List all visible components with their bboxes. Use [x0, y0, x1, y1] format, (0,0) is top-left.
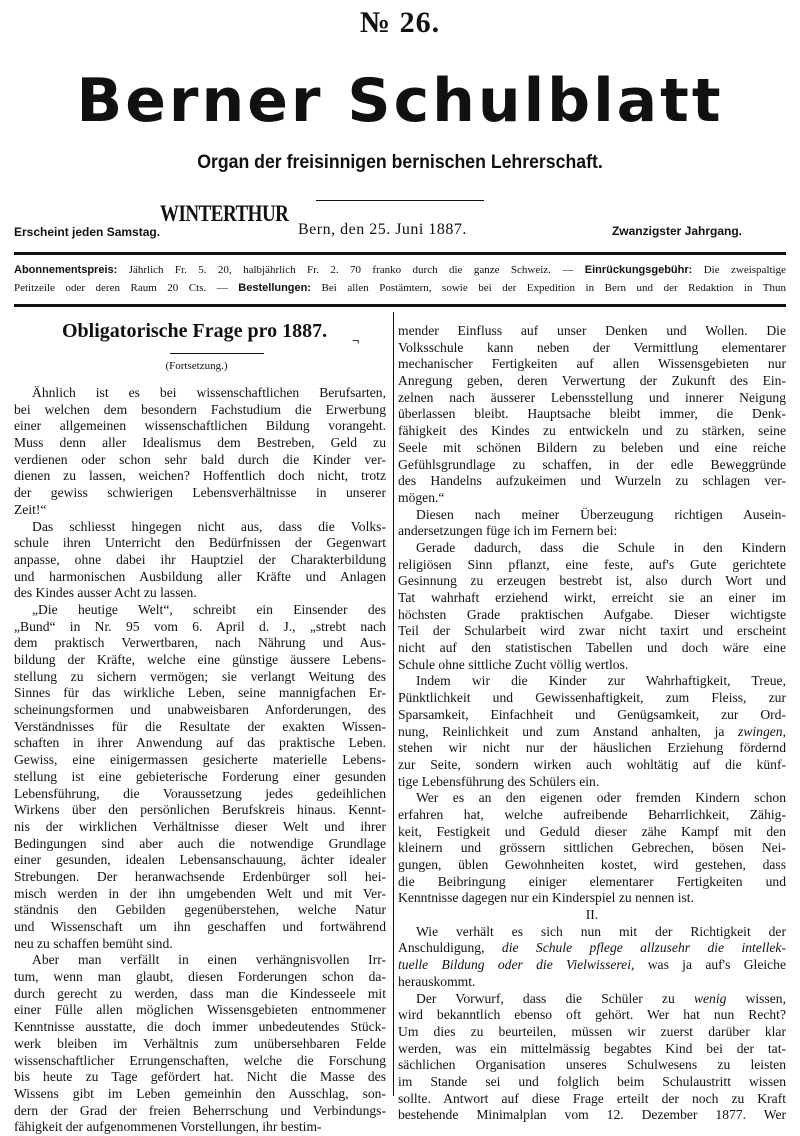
left-column [14, 385, 386, 1136]
text-line: mender Einfluss auf unser Denken und Wollen. Die [398, 323, 786, 338]
text-line: stellung ist eine gebieterische Forderung einer gesunden [14, 768, 386, 784]
text-line: bei welchen dem besondern Fachstudium die Erwerbung [14, 401, 386, 417]
text-line: scheinungsformen und unabweisbaren Anforderungen, des [14, 702, 386, 718]
text-line: höchsten Grade praktischen Aufgabe. Dieser wichtigste [398, 606, 786, 622]
text-line: Kenntnisse dagegen nur ein Kinderspiel zu nennen ist. [398, 890, 694, 906]
text-line: sollte. Antwort auf diese Frage erteilt der noch zu Kraft [398, 1090, 786, 1106]
text-line: bis heute zu Tage gefördert hat. Nicht die Masse des [14, 1069, 386, 1085]
subscription-line-2: Petitzeile oder deren Raum 20 Cts. — Bestellungen: Bei allen Postämtern, sowie bei der Expedition in Bern und der Redaktion in Thun [14, 282, 786, 294]
text-line: Sinnes für das wirkliche Leben, seine mannigfachen Er- [14, 685, 386, 701]
text-line: Der Vorwurf, dass die Schüler zu wenig wissen, [416, 990, 786, 1006]
text-line: tige Lebensführung des Schülers ein. [398, 773, 600, 789]
subscription-line-1: Abonnementspreis: Jährlich Fr. 5. 20, halbjährlich Fr. 2. 70 franko durch die ganze Schweiz. — Einrückungsgebühr: Die zweispaltige [14, 264, 786, 276]
text-line: Gefühlsgrundlage zu schaffen, in der edle Beweggründe [398, 456, 786, 472]
text-line: neu zu schaffen bemüht sind. [14, 935, 173, 951]
text-line: dienen zu lassen, weichen? Hoffentlich doch nicht, trotz [14, 468, 386, 484]
text-line: tuelle Bildung oder die Vielwisserei, was ja auf's Gleiche [398, 957, 787, 973]
text-line: „Bund“ in Nr. 95 vom 6. April d. J., „strebt nach [14, 618, 386, 634]
masthead-divider [316, 200, 484, 201]
issue-number: № 26. [359, 6, 441, 39]
text-line: herauskommt. [398, 973, 476, 989]
text-line: Indem wir die Kinder zur Wahrhaftigkeit, Treue, [416, 673, 786, 689]
text-line: schaften in ihrer Anwendung auf das praktische Leben. [14, 735, 386, 751]
text-line: Muss denn aller Idealismus dem Bestreben, Geld zu [14, 435, 386, 451]
text-line: verdienen oder schon sehr bald durch die Kinder ver- [14, 451, 386, 467]
margin-mark: ¬ [352, 333, 360, 348]
text-line: Volksschule kann neben der Vermittlung elementarer [398, 339, 786, 355]
text-line: Tat wahrhaft erziehend wirkt, erreicht sie an einer im [398, 590, 786, 605]
text-line: fähigkeit des Kindes zu entwickeln und zu stärken, seine [398, 423, 786, 439]
text-line: Aber man verfällt in einen verhängnisvollen Irr- [32, 952, 386, 968]
text-line: einer allgemeinen wissenschaftlichen Bildung vorangeht. [14, 418, 386, 434]
text-line: erfahren hat, welche aufreibende Beharrlichkeit, Zähig- [398, 806, 786, 822]
right-column [398, 323, 786, 1124]
text-line: religiösen Sinn pflanzt, eine feste, auf's Gute gerichtete [398, 556, 786, 572]
text-line: gungen, üblen Gewohnheiten kostet, wird gestehen, dass [398, 857, 786, 872]
article-subhead: (Fortsetzung.) [165, 360, 228, 372]
text-line: durch gerecht zu werden, dass man die Kindesseele mit [14, 985, 386, 1001]
text-line: stellung zu sichern vermögen; sie verlangt Weitung des [14, 668, 386, 684]
text-line: Gerade dadurch, dass die Schule in den Kindern [416, 539, 786, 555]
text-line: Ähnlich ist es bei wissenschaftlichen Berufsarten, [32, 385, 386, 400]
text-line: kleinern und grössern sittlichen Gebrechen, bösen Nei- [398, 840, 786, 856]
text-line: Zeit!“ [14, 501, 47, 517]
text-line: stehen wir nicht nur der häuslichen Erziehung fördernd [398, 740, 786, 756]
article-title: Obligatorische Frage pro 1887. [62, 320, 328, 342]
text-line: nis der wirklichen Verhältnisse dieser Welt und ihrer [14, 818, 386, 834]
text-line: Strebungen. Der heranwachsende Erdenbürger soll hei- [14, 868, 386, 884]
volume-year: Zwanzigster Jahrgang. [611, 224, 742, 238]
text-line: bestehende Minimalplan vom 12. Dezember 1877. Wer [398, 1107, 786, 1123]
text-line: Seele mit schönen Bildern zu beleben und eine reiche [398, 439, 786, 455]
text-line: keit, Festigkeit und Geduld dieser zähe Kampf mit den [398, 823, 786, 839]
dateline: Bern, den 25. Juni 1887. [298, 221, 467, 238]
top-rule [14, 252, 786, 255]
column-divider [393, 312, 394, 1096]
text-line: Diesen nach meiner Überzeugung richtigen Ausein- [416, 506, 786, 522]
newspaper-title: Berner Schulblatt [76, 66, 724, 136]
text-line: Anschuldigung, die Schule pflege allzusehr die intellek- [398, 940, 786, 956]
text-line: Wie verhält es sich nun mit der Richtigkeit der [416, 923, 786, 939]
text-line: Bedingungen sind aber auch die notwendige Grundlage [14, 835, 386, 851]
text-line: Wissens gibt im Leben gemeinhin den Ausschlag, son- [14, 1085, 386, 1101]
text-line: Gesinnung zu erzeugen bestrebt ist, also durch Wort und [398, 573, 786, 589]
text-line: fähigkeit der aufgenommenen Vorstellungen, ihr bestim- [14, 1119, 322, 1135]
text-line: wissenschaftlicher Errungenschaften, welche die Forschung [14, 1052, 386, 1068]
text-line: wird bekanntlich ebenso oft gehört. Wer hat nun Recht? [398, 1007, 786, 1023]
text-line: Pünktlichkeit und Gewissenhaftigkeit, zum Fleiss, zur [398, 690, 786, 706]
text-line: und Wissenschaft um ihn geschaffen und fortwährend [14, 919, 386, 934]
text-line: bildung der Kräfte, welche eine günstige äussere Lebens- [14, 652, 386, 667]
text-line: nicht auf den statistischen Tabellen und doch wäre eine [398, 640, 786, 656]
text-line: andersetzungen füge ich im Fernern bei: [398, 523, 618, 539]
text-line: sächlichen Organisation unseres Schulwesens zu leisten [398, 1057, 786, 1073]
text-line: mögen.“ [398, 489, 445, 505]
text-line: nung, Reinlichkeit und zum Anstand anhalten, ja zwingen, [398, 723, 786, 739]
text-line: Verständnisses für die Resultate der exakten Wissen- [14, 718, 386, 734]
text-line: anpasse, ohne dabei ihr Hauptziel der Charakterbildung [14, 551, 386, 567]
text-line: Das schliesst hingegen nicht aus, dass die Volks- [32, 518, 386, 534]
text-line: ständnis den Gebilden gegenüberstehen, welche Natur [14, 902, 386, 918]
title-underline [170, 353, 264, 354]
text-line: Sparsamkeit, Einfachheit und Genügsamkeit, zur Ord- [398, 706, 786, 722]
text-line: Wirkens über den persönlichen Berufskreis hinaus. Kennt- [14, 802, 386, 818]
text-line: schule ihren Unterricht den Bedürfnissen der Gegenwart [14, 535, 386, 551]
text-line: dern der Grad der freien Beherrschung und Verbindungs- [14, 1102, 386, 1118]
text-line: die Beibringung einiger elementarer Fertigkeiten und [398, 873, 786, 889]
text-line: misch werden in der ihn umgebenden Welt und mit Ver- [14, 885, 386, 901]
text-line: des Handelns aufzukeimen und Wurzeln zu schlagen ver- [398, 473, 786, 489]
text-line: zur Seite, sondern wirken auch wohltätig auf die künf- [398, 756, 786, 772]
text-line: werden, was ein mittelmässig begabtes Kind bei der tat- [398, 1040, 786, 1056]
text-line: Anregung geben, deren Verwertung der Zukunft des Ein- [398, 373, 786, 389]
text-line: II. [585, 907, 599, 923]
text-line: dem praktisch Verwertbaren, nach Nährung und Aus- [14, 635, 386, 651]
text-line: Kenntnisse ausstatte, die doch immer unbedeutendes Stück- [14, 1019, 386, 1035]
text-line: Wer es an den eigenen oder fremden Kindern schon [416, 790, 786, 806]
text-line: einer gesunden, idealen Lebensanschauung, ächter idealer [14, 852, 386, 868]
text-line: des Kindes ausser Acht zu lassen. [14, 585, 197, 601]
text-line: der gewiss schwierigen Lebensverhältnisse in unserer [14, 485, 386, 501]
library-stamp: WINTERTHUR [160, 201, 289, 227]
text-line: mechanischer Fertigkeiten auf allen Wissensgebieten nur [398, 356, 786, 372]
text-line: Teil der Schularbeit wird zwar nicht taxirt und erscheint [398, 623, 786, 639]
text-line: Schule ohne sittliche Zucht völlig wertlos. [398, 656, 629, 672]
text-line: „Die heutige Welt“, schreibt ein Einsender des [32, 601, 386, 617]
bottom-rule [14, 304, 786, 307]
text-line: im Stande sei und folglich beim Schulaustritt wissen [398, 1073, 786, 1089]
text-line: Um dies zu beurteilen, müssen wir zuerst darüber klar [398, 1023, 786, 1039]
text-line: Lebensführung, die Voraussetzung jedes gedeihlichen [14, 785, 386, 801]
text-line: einer Fülle allen möglichen Wissensgebieten entnommener [14, 1002, 386, 1018]
text-line: tum, wenn man glaubt, diesen Forderungen schon da- [14, 969, 386, 985]
publication-schedule: Erscheint jeden Samstag. [14, 225, 161, 239]
newspaper-subtitle: Organ der freisinnigen bernischen Lehrerschaft. [197, 152, 603, 173]
text-line: Gewiss, eine einigermassen gesicherte materielle Lebens- [14, 752, 386, 768]
text-line: überlassen bleibt. Hauptsache bleibt immer, die Denk- [398, 406, 786, 422]
text-line: werk bleiben im Verhältnis zum unübersehbaren Felde [14, 1035, 386, 1051]
text-line: zelnen nach äusserer Lebensstellung und innerer Neigung [398, 389, 786, 405]
text-line: und harmonischen Ausbildung aller Kräfte und Anlagen [14, 568, 386, 584]
